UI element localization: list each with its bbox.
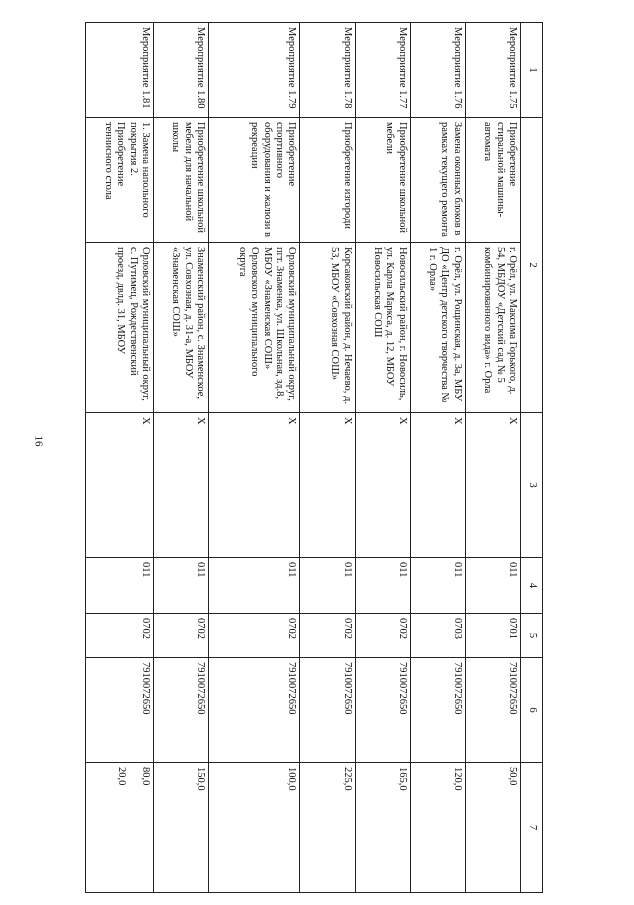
description-cell: Замена оконных блоков в рамках текущего ремонта bbox=[410, 118, 465, 243]
mark-cell: Х bbox=[300, 413, 355, 558]
budget-table bbox=[85, 22, 543, 893]
table-row bbox=[300, 23, 355, 893]
address-cell: Корсаковский район, д. Нечаево, д. 53, МБОУ «Совхозная СОШ» bbox=[300, 243, 355, 413]
code-cell: 011 bbox=[410, 558, 465, 614]
section-cell: 0702 bbox=[209, 614, 300, 658]
table-row bbox=[209, 23, 300, 893]
header-cell: 7 bbox=[521, 763, 543, 893]
description-cell: 1. Замена напольного покрытия 2. Приобретение теннисного стола bbox=[86, 118, 154, 243]
amount-cell: 120,0 bbox=[410, 763, 465, 893]
target-cell: 7910072650 bbox=[209, 658, 300, 763]
target-cell: 7910072650 bbox=[153, 658, 208, 763]
target-cell: 7910072650 bbox=[410, 658, 465, 763]
page-number: 16 bbox=[32, 435, 45, 447]
measure-cell: Мероприятие 1.80 bbox=[153, 23, 208, 118]
description-cell: Приобретение школьной мебели bbox=[355, 118, 410, 243]
mark-cell: Х bbox=[410, 413, 465, 558]
amount-cell: 150,0 bbox=[153, 763, 208, 893]
mark-cell: Х bbox=[209, 413, 300, 558]
header-cell: 5 bbox=[521, 614, 543, 658]
header-cell: 3 bbox=[521, 413, 543, 558]
mark-cell: Х bbox=[86, 413, 154, 558]
header-cell: 2 bbox=[521, 118, 543, 413]
measure-cell: Мероприятие 1.77 bbox=[355, 23, 410, 118]
section-cell: 0702 bbox=[355, 614, 410, 658]
target-cell: 7910072650 bbox=[465, 658, 520, 763]
target-cell: 7910072650 bbox=[355, 658, 410, 763]
code-cell: 011 bbox=[86, 558, 154, 614]
amount-value: 80,0 bbox=[139, 767, 151, 786]
address-cell: г. Орёл, ул. Максима Горького, д. 54, МБДОУ «Детский сад № 5 комбинированного вида» г. Орла bbox=[465, 243, 520, 413]
target-cell: 7910072650 bbox=[300, 658, 355, 763]
table-row bbox=[153, 23, 208, 893]
amount-cell: 50,0 bbox=[465, 763, 520, 893]
code-cell: 011 bbox=[300, 558, 355, 614]
mark-cell: Х bbox=[153, 413, 208, 558]
description-cell: Приобретение изгороди bbox=[300, 118, 355, 243]
code-cell: 011 bbox=[153, 558, 208, 614]
measure-cell: Мероприятие 1.76 bbox=[410, 23, 465, 118]
address-cell: г. Орёл, ул. Рощинская, д. 3а, МБУ ДО «Центр детского творчества № 1 г. Орла» bbox=[410, 243, 465, 413]
header-cell: 6 bbox=[521, 658, 543, 763]
address-cell: Знаменский район, с. Знаменское, ул. Совхозная, д. 31-а, МБОУ «Знаменская СОШ» bbox=[153, 243, 208, 413]
table-row bbox=[465, 23, 520, 893]
amount-cell: 225,0 bbox=[300, 763, 355, 893]
description-cell: Приобретение школьной мебели для начальной школы bbox=[153, 118, 208, 243]
header-row bbox=[521, 23, 543, 893]
amount-cell bbox=[86, 763, 154, 893]
section-cell: 0703 bbox=[410, 614, 465, 658]
amount-cell: 100,0 bbox=[209, 763, 300, 893]
section-cell: 0702 bbox=[300, 614, 355, 658]
code-cell: 011 bbox=[355, 558, 410, 614]
address-cell: Орловский муниципальный округ, пгт. Знаменка, ул. Школьная, зд.8, МБОУ «Знаменская СОШ» Орловского муниципального округа bbox=[209, 243, 300, 413]
amount-cell: 165,0 bbox=[355, 763, 410, 893]
header-cell: 1 bbox=[521, 23, 543, 118]
table-row bbox=[355, 23, 410, 893]
rotated-table-wrapper bbox=[85, 22, 543, 892]
table-landscape bbox=[85, 22, 543, 892]
target-cell: 7910072650 bbox=[86, 658, 154, 763]
code-cell: 011 bbox=[465, 558, 520, 614]
measure-cell: Мероприятие 1.81 bbox=[86, 23, 154, 118]
table-row bbox=[410, 23, 465, 893]
measure-cell: Мероприятие 1.75 bbox=[465, 23, 520, 118]
header-cell: 4 bbox=[521, 558, 543, 614]
address-cell: Новосильский район, г. Новосиль, ул. Карла Маркса, д. 12, МБОУ Новосильская СОШ bbox=[355, 243, 410, 413]
section-cell: 0702 bbox=[86, 614, 154, 658]
section-cell: 0702 bbox=[153, 614, 208, 658]
code-cell: 011 bbox=[209, 558, 300, 614]
table-row bbox=[86, 23, 154, 893]
measure-cell: Мероприятие 1.78 bbox=[300, 23, 355, 118]
mark-cell: Х bbox=[355, 413, 410, 558]
description-cell: Приобретение спортивного оборудования и жалюзи в рекреации bbox=[209, 118, 300, 243]
measure-cell: Мероприятие 1.79 bbox=[209, 23, 300, 118]
mark-cell: Х bbox=[465, 413, 520, 558]
amount-value: 20,0 bbox=[115, 767, 127, 786]
address-cell: Орловский муниципальный округ, с. Путимец, Рождественский проезд, двлд. 31, МБОУ bbox=[86, 243, 154, 413]
section-cell: 0701 bbox=[465, 614, 520, 658]
description-cell: Приобретение стиральной машины-автомата bbox=[465, 118, 520, 243]
